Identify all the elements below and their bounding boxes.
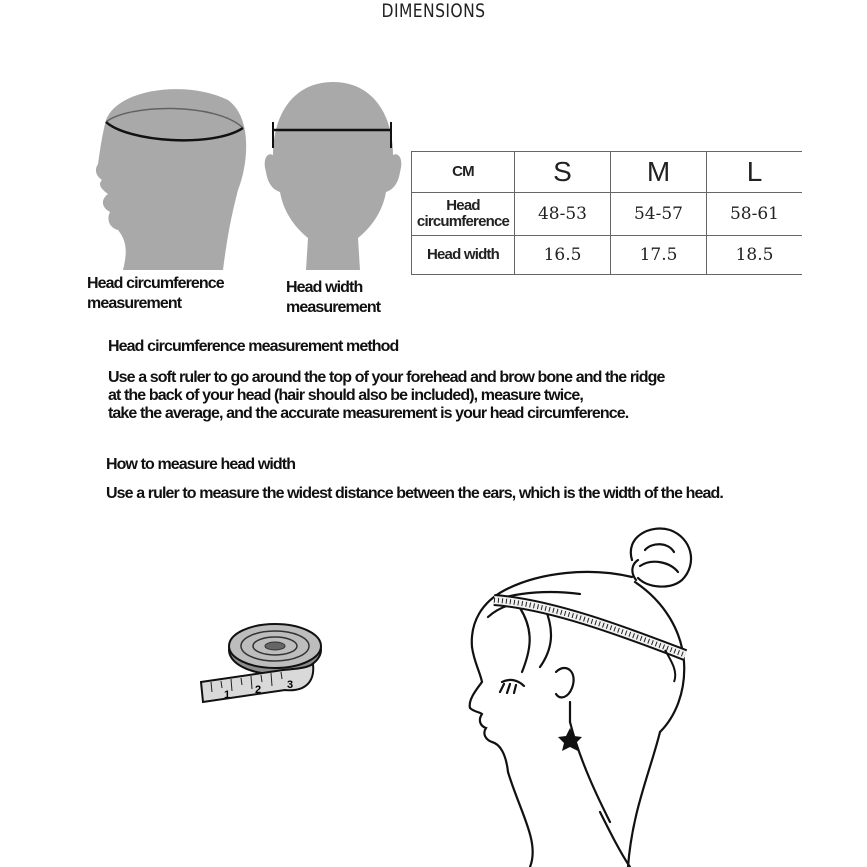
caption-circumference-line2: measurement [87,295,182,312]
cell-width-m: 17.5 [611,236,707,275]
caption-width [286,278,380,318]
caption-circumference-line1: Head circumference [87,275,224,292]
page-title: DIMENSIONS [381,0,486,22]
cell-width-l: 18.5 [707,236,803,275]
cell-circumference-m: 54-57 [611,193,707,236]
row-label-circumference-line2: circumference [416,213,510,230]
tape-measure-icon [195,612,335,712]
row-label-circumference [412,193,515,236]
tape-mark-2: 2 [255,684,262,696]
method-width-heading: How to measure head width [106,456,296,473]
caption-circumference [87,274,224,314]
cell-width-s: 16.5 [515,236,611,275]
method-circumference-line3: take the average, and the accurate measurement is your head circumference. [108,405,629,422]
tape-mark-3: 3 [287,679,294,691]
woman-profile-sketch-icon [460,522,700,867]
size-table-header-row [412,152,803,193]
caption-width-line1: Head width [286,279,363,296]
row-label-width: Head width [412,236,515,275]
method-width-text: Use a ruler to measure the widest distance between the ears, which is the width of the head. [106,485,723,502]
method-circumference-heading: Head circumference measurement method [108,338,399,355]
head-side-silhouette-icon [88,80,253,270]
cell-circumference-l: 58-61 [707,193,803,236]
caption-width-line2: measurement [286,299,381,316]
head-front-silhouette-icon [258,80,408,270]
size-table-row-width [412,236,803,275]
tape-mark-1: 1 [224,689,231,701]
size-header-m: M [611,152,707,193]
cell-circumference-s: 48-53 [515,193,611,236]
size-table [411,151,802,275]
size-table-row-circumference [412,193,803,236]
method-circumference-line1: Use a soft ruler to go around the top of your forehead and brow bone and the ridge [108,369,665,386]
size-header-l: L [707,152,803,193]
method-circumference-line2: at the back of your head (hair should also be included), measure twice, [108,387,583,404]
row-label-circumference-line1: Head [446,197,480,214]
size-table-corner: CM [412,152,515,193]
method-circumference-text [108,369,828,423]
size-header-s: S [515,152,611,193]
